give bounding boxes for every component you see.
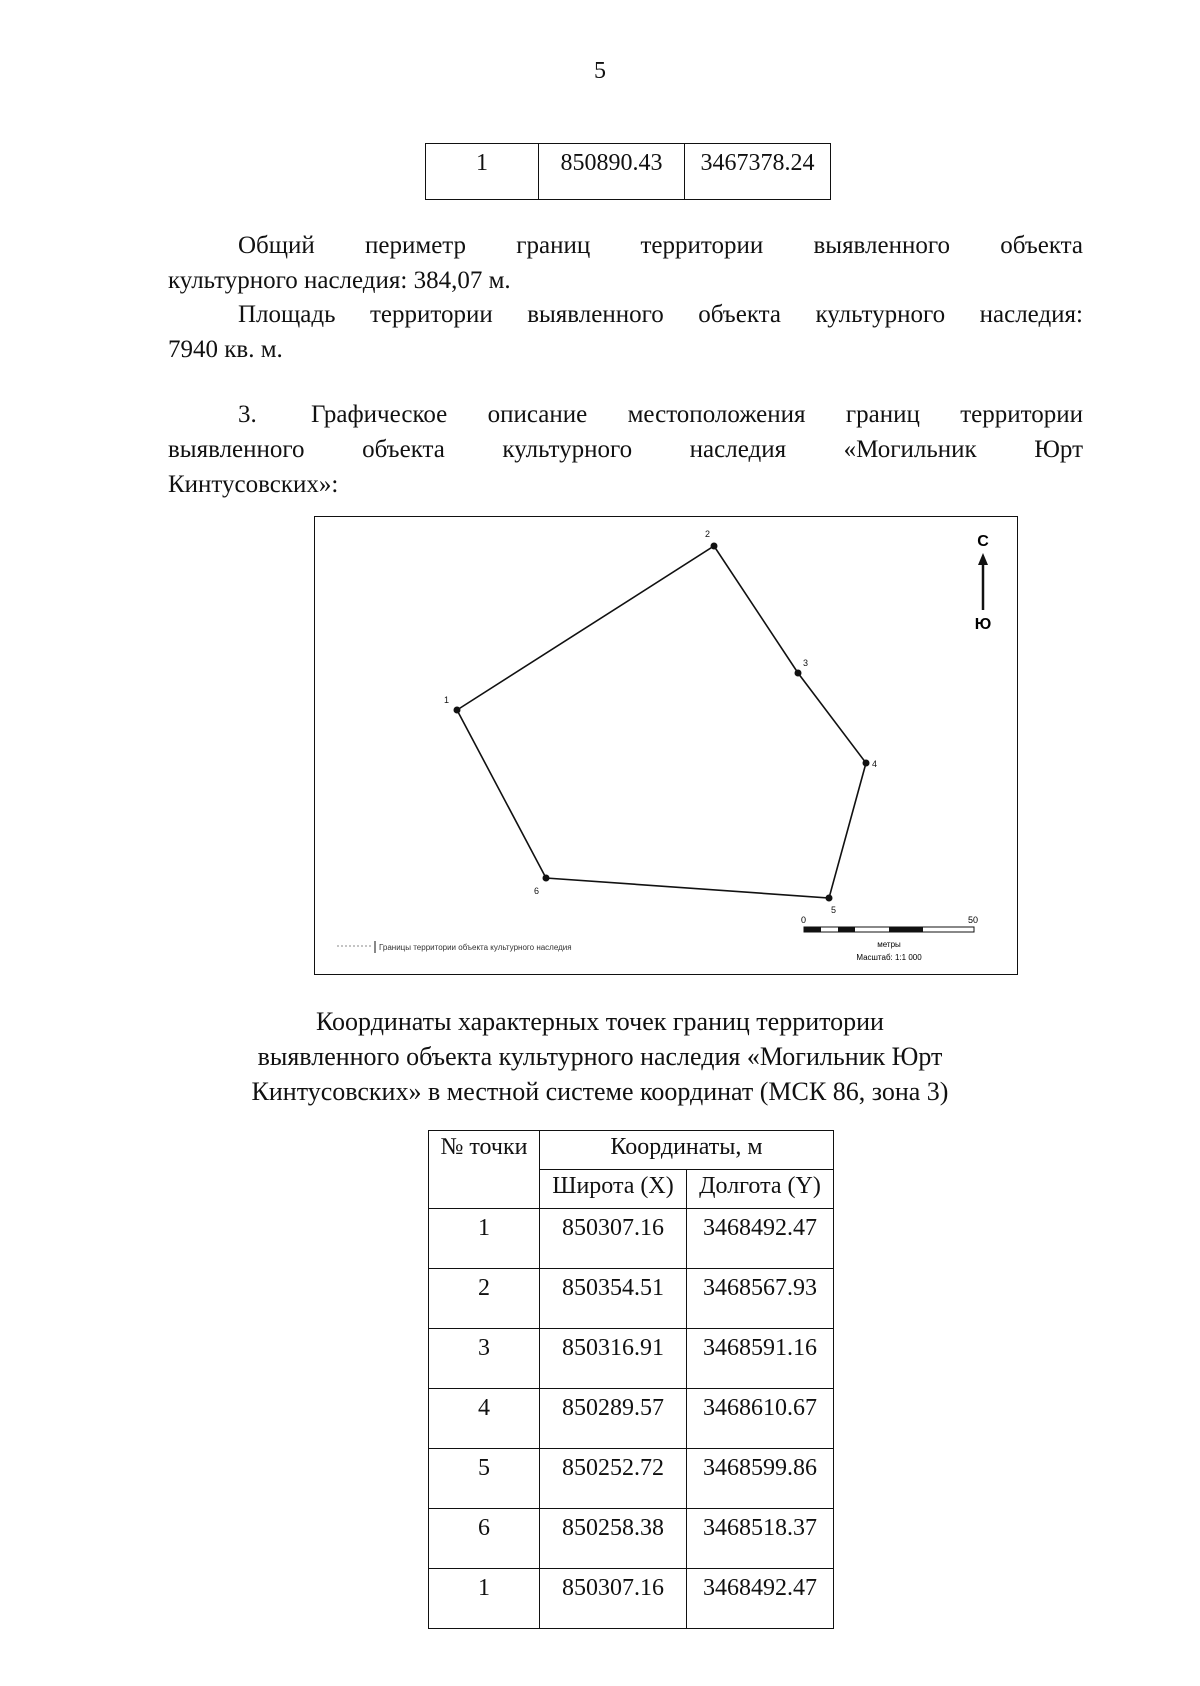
- perimeter-line-2: культурного наследия: 384,07 м.: [168, 267, 511, 294]
- table-row: [429, 1389, 834, 1449]
- boundary-point: [454, 707, 461, 714]
- y-cell: 3468591.16: [687, 1329, 834, 1389]
- scale-text-label: Масштаб: 1:1 000: [856, 953, 922, 962]
- area-line-2: 7940 кв. м.: [168, 336, 283, 363]
- table-row: [426, 144, 831, 200]
- coordinates-table: [428, 1130, 834, 1629]
- point-cell: 3: [429, 1329, 540, 1389]
- caption-line-3: Кинтусовских» в местной системе координат (МСК 86, зона 3): [251, 1077, 949, 1106]
- table-row: [429, 1209, 834, 1269]
- point-label: 4: [872, 759, 878, 769]
- point-cell: 2: [429, 1269, 540, 1329]
- x-cell: 850258.38: [540, 1509, 687, 1569]
- y-cell: 3468567.93: [687, 1269, 834, 1329]
- y-cell: 3468610.67: [687, 1389, 834, 1449]
- table-row: [429, 1509, 834, 1569]
- north-arrow-icon: [975, 533, 992, 633]
- point-label: 6: [534, 886, 540, 896]
- x-cell: 850316.91: [540, 1329, 687, 1389]
- x-cell: 850354.51: [540, 1269, 687, 1329]
- table-row: [429, 1569, 834, 1629]
- point-label: 5: [831, 905, 837, 915]
- header-point: № точки: [429, 1131, 540, 1209]
- x-cell: 850289.57: [540, 1389, 687, 1449]
- section-line-2: выявленного объекта культурного наследия «Могильник Юрт: [168, 436, 1083, 463]
- table-row: [429, 1449, 834, 1509]
- section-line-1: Графическое описание местоположения границ территории: [311, 401, 1083, 428]
- point-label: 1: [444, 695, 450, 705]
- page-number: 5: [594, 58, 606, 84]
- boundary-point: [543, 875, 550, 882]
- table-row: [429, 1269, 834, 1329]
- boundary-point: [863, 760, 870, 767]
- scale-units-label: метры: [877, 940, 901, 949]
- caption-line-1: Координаты характерных точек границ территории: [316, 1007, 884, 1036]
- header-x: Широта (X): [540, 1170, 687, 1209]
- boundary-point: [826, 895, 833, 902]
- scale-end-label: 50: [968, 915, 979, 925]
- south-label: Ю: [974, 616, 992, 633]
- north-label: С: [977, 533, 989, 550]
- scale-start-label: 0: [801, 915, 807, 925]
- x-cell: 850252.72: [540, 1449, 687, 1509]
- point-cell: 5: [429, 1449, 540, 1509]
- perimeter-line-1: Общий периметр границ территории выявленного объекта: [238, 232, 1083, 259]
- table-header-row: [429, 1131, 834, 1170]
- point-cell: 6: [429, 1509, 540, 1569]
- boundary-point: [711, 543, 718, 550]
- section-line-3: Кинтусовских»:: [168, 471, 339, 498]
- legend-label: Границы территории объекта культурного наследия: [379, 943, 572, 952]
- scale-bar: [801, 915, 978, 962]
- x-cell: 850307.16: [540, 1569, 687, 1629]
- section-number: 3.: [238, 401, 257, 428]
- coordinates-table-continued: [425, 143, 831, 200]
- table-row: [429, 1329, 834, 1389]
- header-coordinates: Координаты, м: [540, 1131, 834, 1170]
- point-cell: 4: [429, 1389, 540, 1449]
- x-cell: 850890.43: [539, 144, 685, 200]
- boundary-map: [314, 516, 1018, 975]
- point-cell: 1: [429, 1569, 540, 1629]
- point-cell: 1: [426, 144, 539, 200]
- point-label: 3: [803, 658, 809, 668]
- y-cell: 3468518.37: [687, 1509, 834, 1569]
- y-cell: 3468492.47: [687, 1569, 834, 1629]
- y-cell: 3468492.47: [687, 1209, 834, 1269]
- area-line-1: Площадь территории выявленного объекта культурного наследия:: [238, 301, 1083, 328]
- point-label: 2: [705, 529, 711, 539]
- boundary-point: [795, 670, 802, 677]
- boundary-polygon: [457, 546, 866, 898]
- table-caption: [0, 1004, 1200, 1109]
- y-cell: 3467378.24: [685, 144, 831, 200]
- y-cell: 3468599.86: [687, 1449, 834, 1509]
- map-drawing: [315, 517, 1019, 976]
- point-cell: 1: [429, 1209, 540, 1269]
- caption-line-2: выявленного объекта культурного наследия «Могильник Юрт: [257, 1042, 943, 1071]
- x-cell: 850307.16: [540, 1209, 687, 1269]
- header-y: Долгота (Y): [687, 1170, 834, 1209]
